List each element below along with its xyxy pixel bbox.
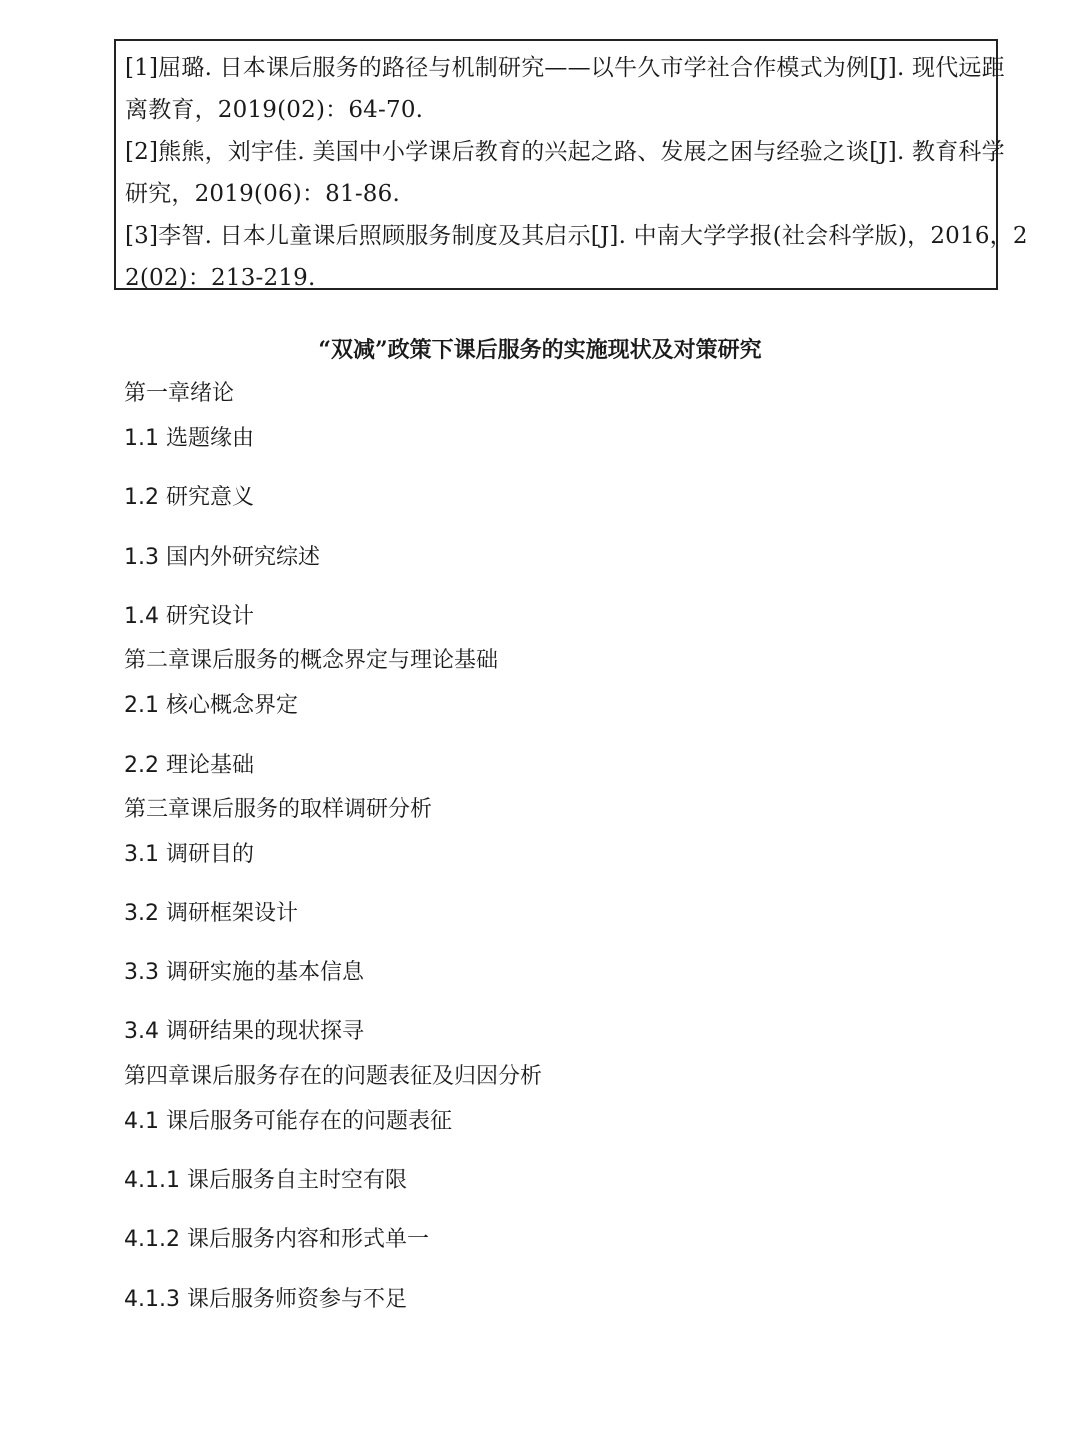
toc-section-4-1-1: 4.1.1 课后服务自主时空有限 — [124, 1168, 407, 1193]
toc-section-3-2: 3.2 调研框架设计 — [124, 901, 298, 926]
references-box — [114, 39, 1028, 291]
toc-section-1-2: 1.2 研究意义 — [124, 485, 254, 510]
reference-1-line-2: 离教育，2019(02)：64-70. — [125, 97, 424, 123]
toc-chapter-1: 第一章绪论 — [124, 381, 235, 406]
reference-2-line-2: 研究，2019(06)：81-86. — [125, 181, 400, 207]
reference-3-line-1: [3]李智. 日本儿童课后照顾服务制度及其启示[J]. 中南大学学报(社会科学版)，2016，2 — [125, 223, 1028, 249]
document-title: “双减”政策下课后服务的实施现状及对策研究 — [318, 337, 762, 363]
toc-section-4-1-2: 4.1.2 课后服务内容和形式单一 — [124, 1227, 429, 1252]
toc-section-4-1: 4.1 课后服务可能存在的问题表征 — [124, 1109, 452, 1134]
toc-section-3-1: 3.1 调研目的 — [124, 842, 254, 867]
toc-section-3-4: 3.4 调研结果的现状探寻 — [124, 1019, 364, 1044]
reference-2-line-1: [2]熊熊，刘宇佳. 美国中小学课后教育的兴起之路、发展之困与经验之谈[J]. 教育科学 — [125, 139, 1005, 165]
reference-1-line-1: [1]屈璐. 日本课后服务的路径与机制研究——以牛久市学社合作模式为例[J]. 现代远距 — [125, 55, 1005, 81]
toc-chapter-4: 第四章课后服务存在的问题表征及归因分析 — [124, 1064, 543, 1089]
toc-section-2-1: 2.1 核心概念界定 — [124, 693, 298, 718]
toc-chapter-3: 第三章课后服务的取样调研分析 — [124, 797, 433, 822]
toc-section-1-1: 1.1 选题缘由 — [124, 426, 254, 451]
toc-section-2-2: 2.2 理论基础 — [124, 753, 254, 778]
reference-3-line-2: 2(02)：213-219. — [125, 265, 316, 291]
toc-section-4-1-3: 4.1.3 课后服务师资参与不足 — [124, 1287, 407, 1312]
toc-section-1-4: 1.4 研究设计 — [124, 604, 254, 629]
toc-chapter-2: 第二章课后服务的概念界定与理论基础 — [124, 648, 499, 673]
toc-section-3-3: 3.3 调研实施的基本信息 — [124, 960, 364, 985]
toc-section-1-3: 1.3 国内外研究综述 — [124, 545, 320, 570]
